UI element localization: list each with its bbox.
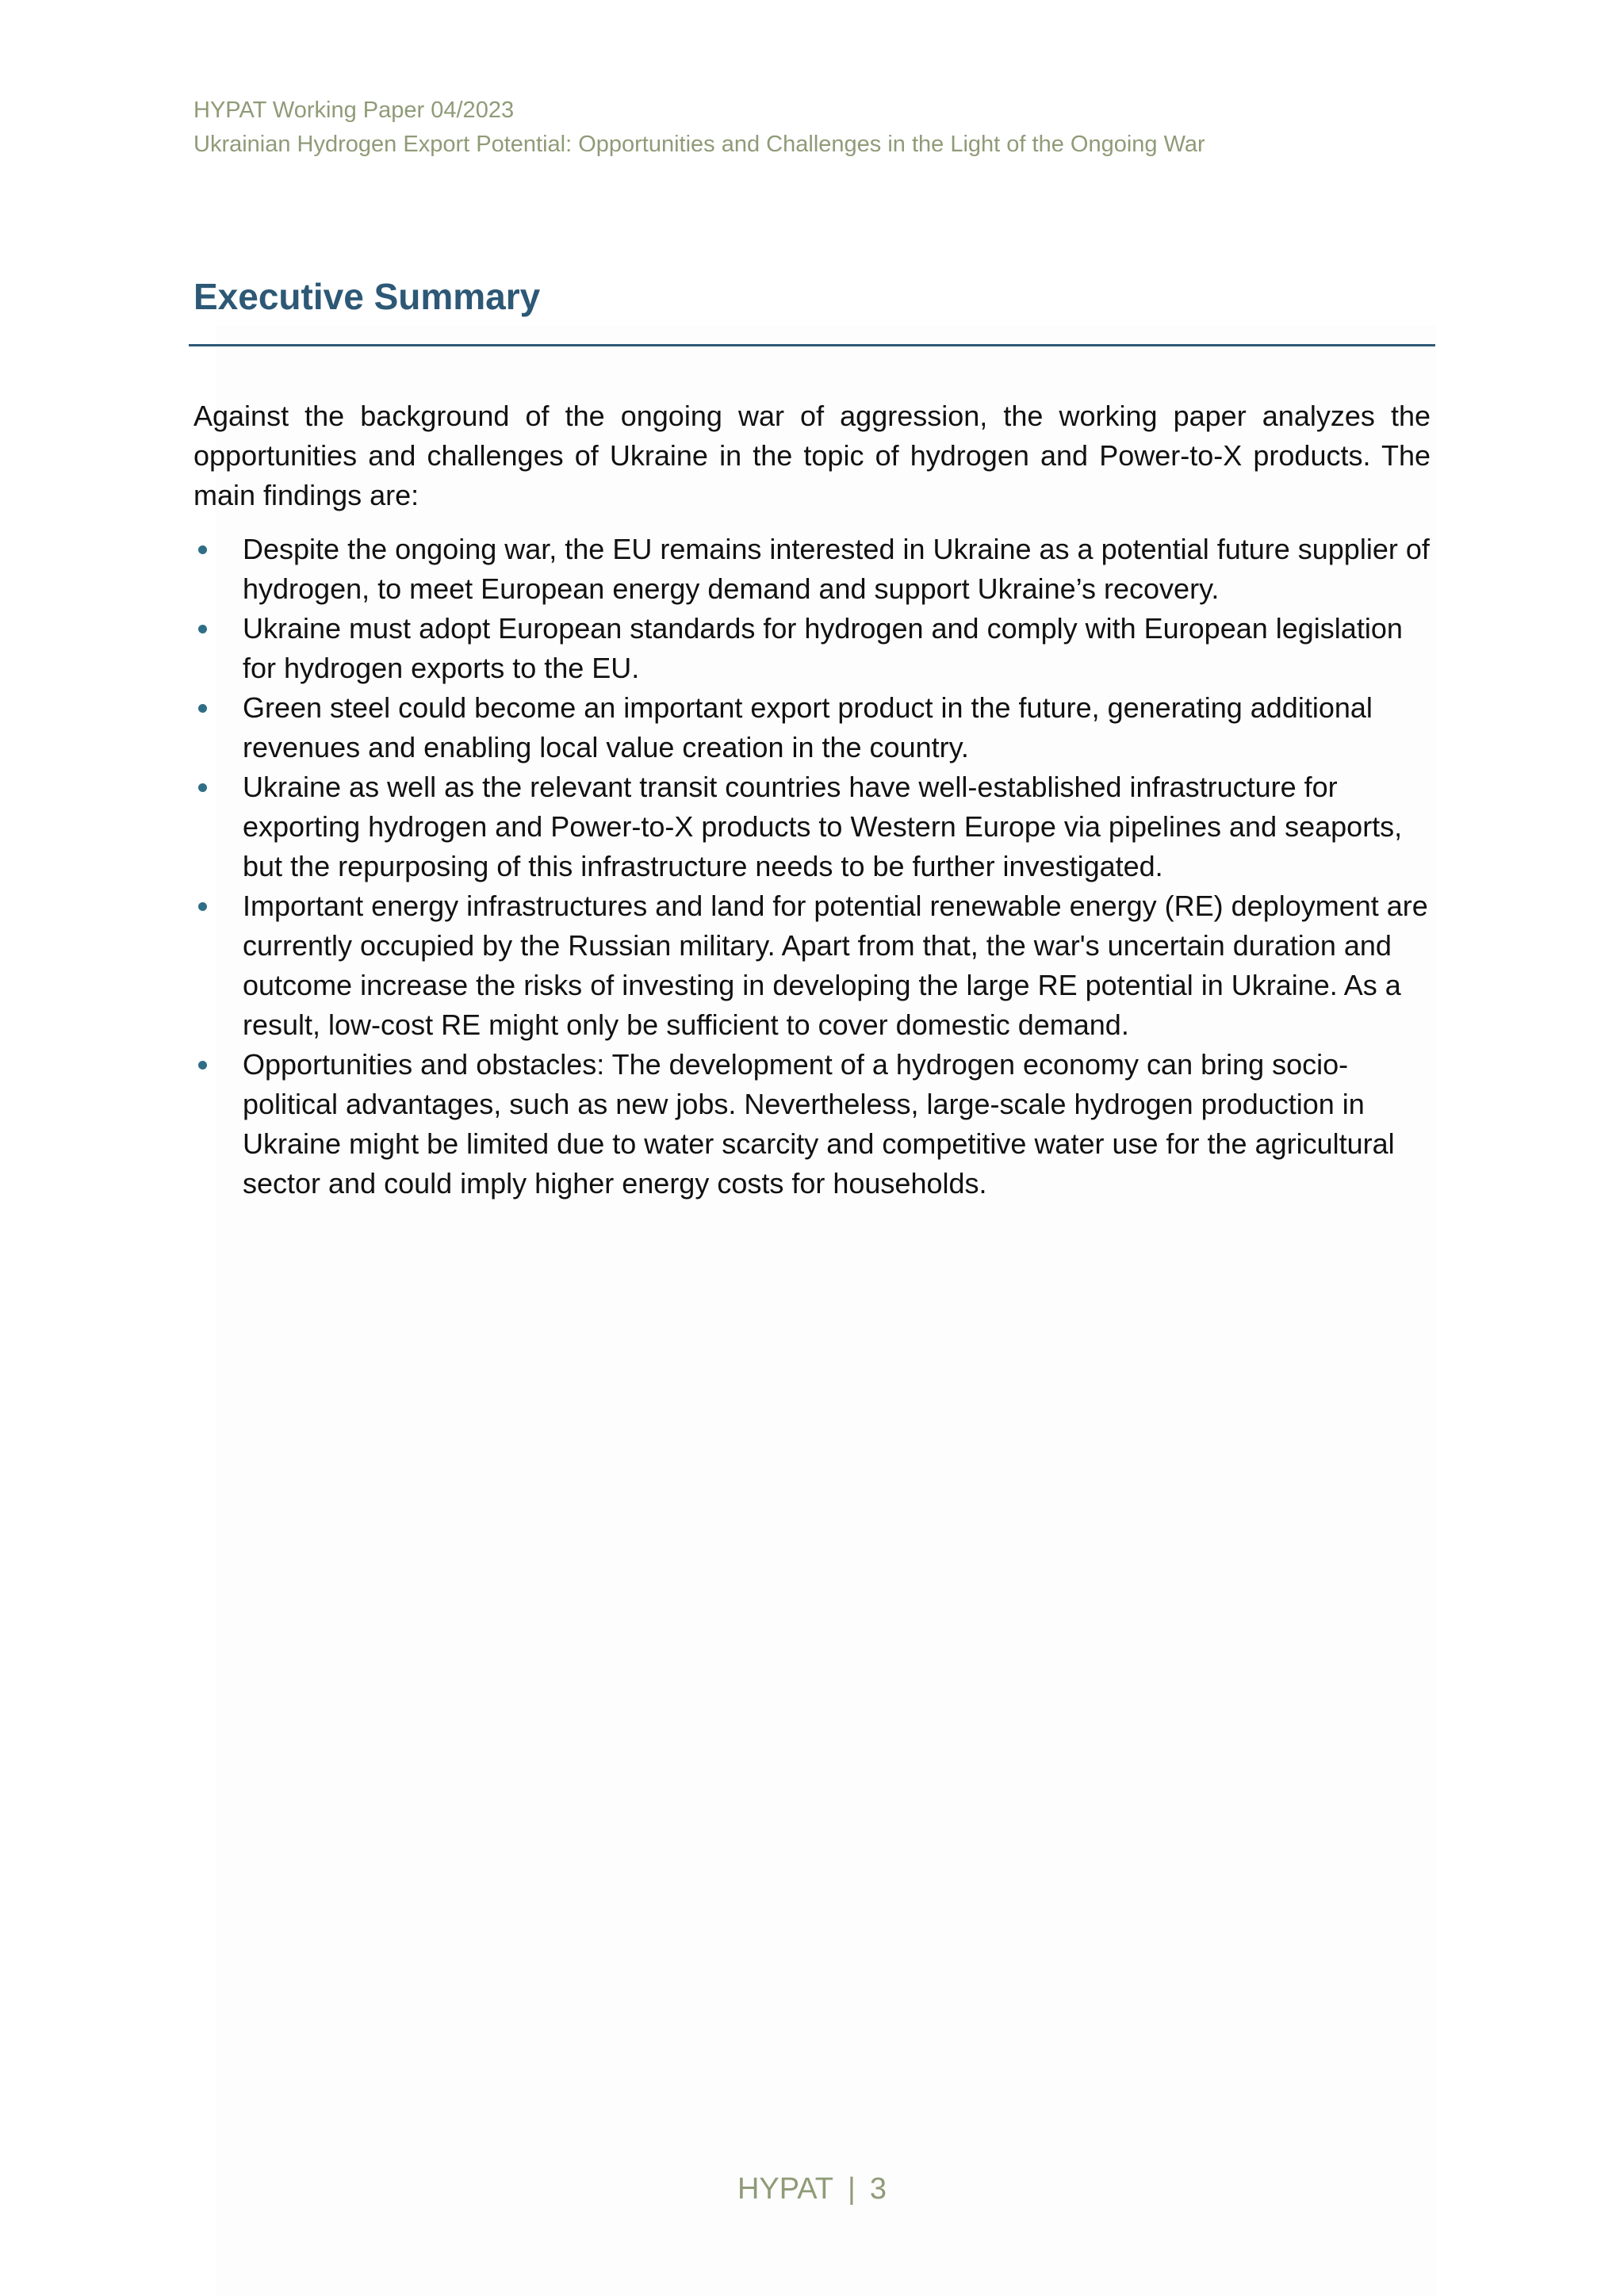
bullet-icon <box>198 625 207 633</box>
finding-item <box>193 609 1438 688</box>
header-title: Ukrainian Hydrogen Export Potential: Opportunities and Challenges in the Light of the Ongoing War <box>193 132 1205 157</box>
bullet-icon <box>198 704 207 713</box>
finding-text: Despite the ongoing war, the EU remains interested in Ukraine as a potential future supplier of hydrogen, to meet European energy demand and support Ukraine’s recovery. <box>243 533 1430 605</box>
bullet-icon <box>198 783 207 792</box>
page-footer <box>0 2169 1624 2209</box>
footer-separator: | <box>848 2172 856 2206</box>
header-series: HYPAT Working Paper 04/2023 <box>193 98 515 123</box>
intro-paragraph: Against the background of the ongoing war of aggression, the working paper analyzes the opportunities and challenges of Ukraine in the topic of hydrogen and Power-to-X products. The main findings are: <box>193 400 1431 511</box>
findings-list <box>193 530 1438 1203</box>
page-number: 3 <box>869 2172 887 2206</box>
finding-item <box>193 886 1438 1045</box>
bullet-icon <box>198 545 207 554</box>
finding-item <box>193 688 1438 767</box>
section-title: Executive Summary <box>193 276 541 317</box>
bullet-icon <box>198 1061 207 1070</box>
bullet-icon <box>198 902 207 911</box>
finding-item <box>193 530 1438 609</box>
title-divider <box>189 344 1435 346</box>
finding-text: Important energy infrastructures and land for potential renewable energy (RE) deployment are currently occupied by the Russian military. Apart from that, the war's uncertain duration and outcome increase the risks of investing in developing the large RE potential in Ukraine. As a result, low-cost RE might only be sufficient to cover domestic demand. <box>243 890 1428 1041</box>
running-header <box>193 94 1205 162</box>
finding-item <box>193 767 1438 886</box>
footer-label: HYPAT <box>737 2172 834 2206</box>
finding-text: Green steel could become an important export product in the future, generating additional revenues and enabling local value creation in the country. <box>243 691 1373 763</box>
finding-item <box>193 1045 1438 1203</box>
finding-text: Ukraine must adopt European standards for hydrogen and comply with European legislation for hydrogen exports to the EU. <box>243 612 1403 684</box>
finding-text: Opportunities and obstacles: The development of a hydrogen economy can bring socio-political advantages, such as new jobs. Nevertheless, large-scale hydrogen production in Ukraine might be limited due to water scarcity and competitive water use for the agricultural sector and could imply higher energy costs for households. <box>243 1048 1395 1200</box>
finding-text: Ukraine as well as the relevant transit countries have well-established infrastructure for exporting hydrogen and Power-to-X products to Western Europe via pipelines and seaports, but the repurposing of this infrastructure needs to be further investigated. <box>243 771 1403 882</box>
